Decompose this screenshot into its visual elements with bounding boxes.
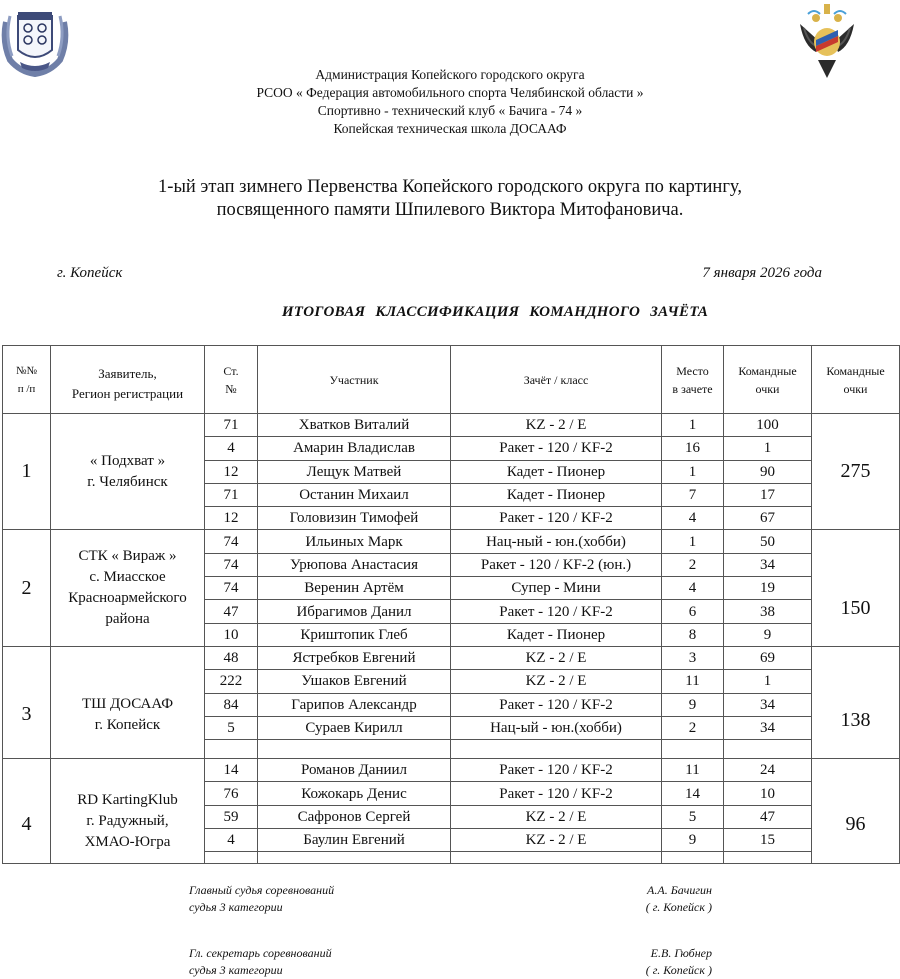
class-place: 11 xyxy=(662,759,724,782)
start-number: 5 xyxy=(205,716,258,739)
participant-name: Баулин Евгений xyxy=(258,829,451,852)
class-place: 11 xyxy=(662,670,724,693)
class: KZ - 2 / E xyxy=(451,829,662,852)
class: Кадет - Пионер xyxy=(451,460,662,483)
class: KZ - 2 / E xyxy=(451,414,662,437)
team-points: 1 xyxy=(724,670,812,693)
empty-cell xyxy=(724,740,812,759)
table-header-row xyxy=(3,346,900,414)
participant-name: Ибрагимов Данил xyxy=(258,600,451,623)
class-place: 9 xyxy=(662,693,724,716)
class: Ракет - 120 / KF-2 xyxy=(451,693,662,716)
class: Ракет - 120 / KF-2 xyxy=(451,507,662,530)
header-participant: Участник xyxy=(258,346,451,414)
start-number: 74 xyxy=(205,530,258,553)
start-number: 10 xyxy=(205,623,258,646)
class: Супер - Мини xyxy=(451,577,662,600)
team-points: 24 xyxy=(724,759,812,782)
empty-cell xyxy=(662,740,724,759)
organizer-line: Спортивно - технический клуб « Бачига - 74 » xyxy=(317,103,583,118)
start-number: 76 xyxy=(205,782,258,805)
class-place: 1 xyxy=(662,460,724,483)
empty-cell xyxy=(451,740,662,759)
team-total-points: 275 xyxy=(812,414,900,530)
class-place: 5 xyxy=(662,805,724,828)
participant-name: Лещук Матвей xyxy=(258,460,451,483)
start-number: 59 xyxy=(205,805,258,828)
empty-cell xyxy=(724,852,812,864)
class: Ракет - 120 / KF-2 xyxy=(451,782,662,805)
team-place: 1 xyxy=(3,414,51,530)
participant-name: Кожокарь Денис xyxy=(258,782,451,805)
start-number: 84 xyxy=(205,693,258,716)
start-number: 71 xyxy=(205,483,258,506)
team-points: 19 xyxy=(724,577,812,600)
team-points: 34 xyxy=(724,716,812,739)
empty-cell xyxy=(205,740,258,759)
table-row xyxy=(3,759,900,782)
start-number: 12 xyxy=(205,460,258,483)
class-place: 7 xyxy=(662,483,724,506)
start-number: 4 xyxy=(205,437,258,460)
team-name: RD KartingKlub г. Радужный, ХМАО-Югра xyxy=(51,759,205,864)
team-points: 50 xyxy=(724,530,812,553)
chief-secretary-name: Е.В. Гюбнер ( г. Копейск ) xyxy=(645,946,712,977)
team-total-points: 96 xyxy=(812,759,900,864)
team-points: 100 xyxy=(724,414,812,437)
team-points: 90 xyxy=(724,460,812,483)
empty-cell xyxy=(205,852,258,864)
table-row xyxy=(3,646,900,669)
team-points: 17 xyxy=(724,483,812,506)
class-place: 3 xyxy=(662,646,724,669)
participant-name: Ястребков Евгений xyxy=(258,646,451,669)
class-place: 4 xyxy=(662,577,724,600)
start-number: 222 xyxy=(205,670,258,693)
team-place: 4 xyxy=(3,759,51,864)
empty-cell xyxy=(258,852,451,864)
start-number: 48 xyxy=(205,646,258,669)
class-place: 1 xyxy=(662,414,724,437)
team-name: ТШ ДОСААФ г. Копейск xyxy=(51,646,205,758)
chief-secretary-role: Гл. секретарь соревнований судья 3 категории xyxy=(189,946,332,977)
header-place-in-class: Место в зачете xyxy=(662,346,724,414)
header-applicant: Заявитель, Регион регистрации xyxy=(51,346,205,414)
start-number: 74 xyxy=(205,577,258,600)
team-place: 3 xyxy=(3,646,51,758)
header-num: №№ п /п xyxy=(3,346,51,414)
participant-name: Ильиных Марк xyxy=(258,530,451,553)
class: KZ - 2 / E xyxy=(451,670,662,693)
empty-cell xyxy=(258,740,451,759)
participant-name: Головизин Тимофей xyxy=(258,507,451,530)
event-date: 7 января 2026 года xyxy=(702,265,822,281)
chief-judge-role: Главный судья соревнований судья 3 категории xyxy=(189,883,335,914)
header-total-points: Командные очки xyxy=(812,346,900,414)
empty-cell xyxy=(662,852,724,864)
chief-judge-name: А.А. Бачигин ( г. Копейск ) xyxy=(645,883,712,914)
team-points: 9 xyxy=(724,623,812,646)
participant-name: Романов Даниил xyxy=(258,759,451,782)
class-place: 6 xyxy=(662,600,724,623)
event-title-line: 1-ый этап зимнего Первенства Копейского городского округа по картингу, xyxy=(158,177,742,197)
participant-name: Ушаков Евгений xyxy=(258,670,451,693)
organizers-block xyxy=(0,66,900,138)
participant-name: Урюпова Анастасия xyxy=(258,553,451,576)
start-number: 12 xyxy=(205,507,258,530)
start-number: 47 xyxy=(205,600,258,623)
team-name: СТК « Вираж » с. Миасское Красноармейского района xyxy=(51,530,205,646)
start-number: 74 xyxy=(205,553,258,576)
class: Кадет - Пионер xyxy=(451,483,662,506)
team-classification-table xyxy=(2,345,900,864)
participant-name: Сураев Кирилл xyxy=(258,716,451,739)
participant-name: Останин Михаил xyxy=(258,483,451,506)
event-place: г. Копейск xyxy=(57,265,123,281)
team-points: 38 xyxy=(724,600,812,623)
participant-name: Веренин Артём xyxy=(258,577,451,600)
team-points: 15 xyxy=(724,829,812,852)
event-title-line: посвященного памяти Шпилевого Виктора Митофановича. xyxy=(216,200,684,220)
header-start-number: Ст. № xyxy=(205,346,258,414)
class-place: 16 xyxy=(662,437,724,460)
team-points: 34 xyxy=(724,693,812,716)
start-number: 4 xyxy=(205,829,258,852)
team-name: « Подхват » г. Челябинск xyxy=(51,414,205,530)
team-points: 47 xyxy=(724,805,812,828)
header-class: Зачёт / класс xyxy=(451,346,662,414)
class: Ракет - 120 / KF-2 (юн.) xyxy=(451,553,662,576)
class-place: 14 xyxy=(662,782,724,805)
class-place: 9 xyxy=(662,829,724,852)
page-title: ИТОГОВАЯ КЛАССИФИКАЦИЯ КОМАНДНОГО ЗАЧЁТА xyxy=(281,304,709,320)
team-points: 10 xyxy=(724,782,812,805)
team-points: 67 xyxy=(724,507,812,530)
table-row xyxy=(3,414,900,437)
class: Нац-ный - юн.(хобби) xyxy=(451,530,662,553)
organizer-line: РСОО « Федерация автомобильного спорта Челябинской области » xyxy=(256,85,644,100)
participant-name: Криштопик Глеб xyxy=(258,623,451,646)
class: Ракет - 120 / KF-2 xyxy=(451,600,662,623)
team-points: 69 xyxy=(724,646,812,669)
class: Нац-ый - юн.(хобби) xyxy=(451,716,662,739)
class: Ракет - 120 / KF-2 xyxy=(451,437,662,460)
class: KZ - 2 / E xyxy=(451,646,662,669)
team-place: 2 xyxy=(3,530,51,646)
class-place: 1 xyxy=(662,530,724,553)
header-team-points: Командные очки xyxy=(724,346,812,414)
organizer-line: Администрация Копейского городского округа xyxy=(315,67,585,82)
class: Ракет - 120 / KF-2 xyxy=(451,759,662,782)
team-total-points: 150 xyxy=(812,530,900,646)
start-number: 14 xyxy=(205,759,258,782)
table-row xyxy=(3,530,900,553)
class-place: 8 xyxy=(662,623,724,646)
start-number: 71 xyxy=(205,414,258,437)
participant-name: Гарипов Александр xyxy=(258,693,451,716)
class: KZ - 2 / E xyxy=(451,805,662,828)
team-total-points: 138 xyxy=(812,646,900,758)
participant-name: Амарин Владислав xyxy=(258,437,451,460)
organizer-line: Копейская техническая школа ДОСААФ xyxy=(333,121,567,136)
team-points: 34 xyxy=(724,553,812,576)
class-place: 4 xyxy=(662,507,724,530)
class-place: 2 xyxy=(662,553,724,576)
empty-cell xyxy=(451,852,662,864)
class-place: 2 xyxy=(662,716,724,739)
class: Кадет - Пионер xyxy=(451,623,662,646)
participant-name: Сафронов Сергей xyxy=(258,805,451,828)
team-points: 1 xyxy=(724,437,812,460)
participant-name: Хватков Виталий xyxy=(258,414,451,437)
event-title xyxy=(0,176,900,222)
